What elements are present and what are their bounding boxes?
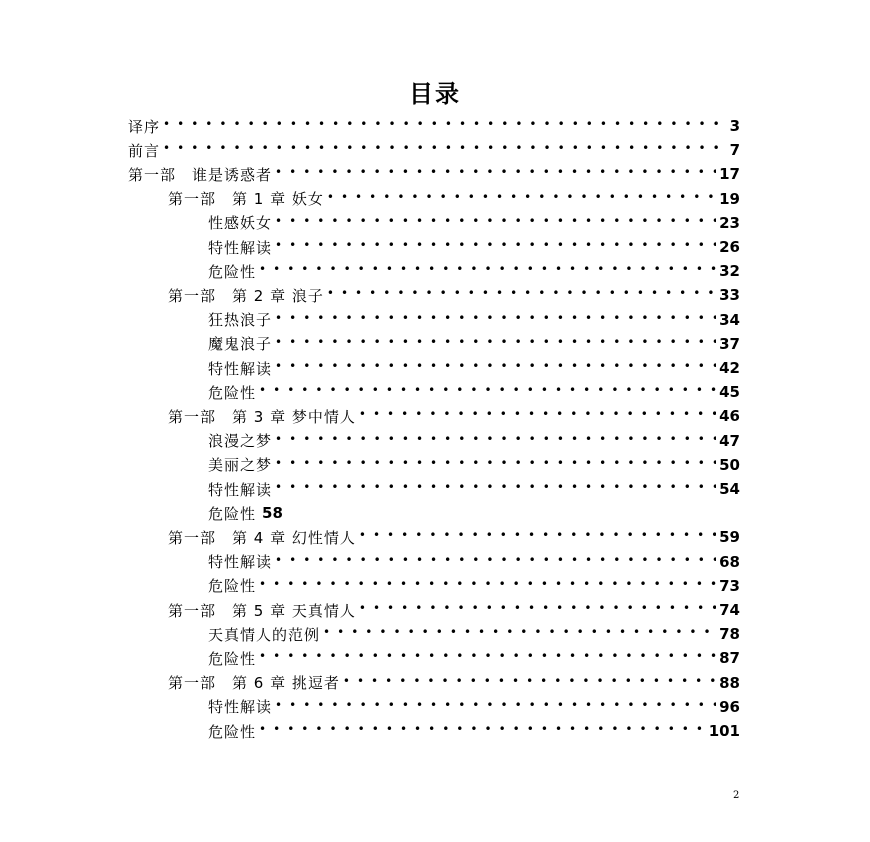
toc-entry[interactable] (208, 236, 740, 258)
toc-entry-page-number: 58 (262, 504, 283, 523)
dot-leader (359, 405, 716, 427)
toc-entry-page-number: 50 (719, 455, 740, 474)
toc-entry-page-number: 101 (708, 722, 740, 740)
toc-entry-page-number: 74 (719, 601, 740, 619)
toc-entry[interactable] (208, 478, 740, 500)
toc-entry[interactable] (208, 551, 740, 573)
toc-entry[interactable] (168, 405, 740, 427)
toc-entry-page-number: 42 (719, 359, 740, 377)
toc-entry-label: 性感妖女 (208, 214, 273, 233)
toc-entry-page-number: 37 (719, 334, 740, 353)
toc-entry[interactable] (208, 696, 740, 718)
dot-leader (359, 599, 716, 621)
toc-entry[interactable] (208, 309, 740, 331)
toc-entry-label: 浪漫之梦 (208, 432, 273, 451)
dot-leader (275, 236, 716, 258)
page-number: 2 (733, 790, 740, 801)
toc-entry-label: 特性解读 (208, 480, 273, 499)
toc-entry[interactable] (168, 672, 740, 694)
toc-entry[interactable] (208, 720, 740, 742)
toc-entry-page-number: 26 (719, 238, 740, 256)
toc-entry[interactable] (168, 599, 740, 621)
toc-entry-page-number: 54 (719, 480, 740, 498)
dot-leader (323, 623, 716, 645)
dot-leader (163, 139, 727, 161)
toc-entry-label: 第一部 第 6 章 挑逗者 (168, 674, 340, 693)
toc-entry-page-number: 59 (719, 528, 740, 547)
dot-leader (259, 260, 716, 282)
toc-entry-page-number: 45 (719, 383, 740, 402)
toc-entry-page-number: 87 (719, 649, 740, 668)
toc-entry-label: 危险性 (208, 649, 257, 668)
dot-leader (359, 526, 716, 548)
toc-entry[interactable] (128, 115, 740, 137)
toc-entry[interactable] (128, 139, 740, 161)
toc-entry[interactable] (208, 212, 740, 234)
toc-entry[interactable] (208, 623, 740, 645)
dot-leader (275, 163, 716, 185)
dot-leader (275, 333, 716, 355)
dot-leader (259, 647, 716, 669)
toc-entry[interactable] (208, 430, 740, 452)
toc-entry-page-number: 17 (719, 165, 740, 184)
toc-entry-label: 美丽之梦 (208, 456, 273, 475)
toc-entry-page-number: 33 (719, 286, 740, 305)
dot-leader (275, 696, 716, 718)
dot-leader (275, 454, 716, 476)
toc-entry[interactable] (208, 647, 740, 669)
toc-entry-page-number: 73 (719, 576, 740, 595)
toc-entry-page-number: 3 (729, 117, 740, 135)
toc-entry-page-number: 47 (719, 431, 740, 450)
toc-entry-label: 狂热浪子 (208, 311, 273, 330)
toc-entry-label: 魔鬼浪子 (208, 335, 273, 354)
toc-entry[interactable] (208, 575, 740, 597)
toc-entry-page-number: 23 (719, 213, 740, 232)
toc-entry-page-number: 19 (719, 189, 740, 208)
dot-leader (275, 309, 716, 331)
toc-entry[interactable] (208, 454, 740, 476)
toc-entry-page-number: 96 (719, 697, 740, 716)
toc-entry-label: 危险性 (208, 722, 257, 741)
toc-entry[interactable] (208, 333, 740, 355)
dot-leader (275, 430, 716, 452)
toc-entry-page-number: 34 (719, 310, 740, 329)
toc-entry[interactable] (208, 260, 740, 282)
toc-entry[interactable] (128, 163, 740, 185)
dot-leader (275, 551, 716, 573)
toc-entry-label: 特性解读 (208, 238, 273, 257)
toc-entry[interactable] (208, 357, 740, 379)
toc-entry-label: 危险性 (208, 262, 257, 281)
toc-entry-label: 第一部 第 3 章 梦中情人 (168, 407, 356, 426)
dot-leader (275, 357, 716, 379)
toc-entry-label: 第一部 第 1 章 妖女 (168, 190, 324, 209)
toc-entry-label: 特性解读 (208, 698, 273, 717)
toc-entry[interactable] (168, 188, 740, 210)
toc-entry-label: 前言 (128, 141, 161, 160)
dot-leader (259, 575, 716, 597)
toc-entry-page-number: 78 (719, 625, 740, 644)
toc-entry-label: 危险性 (208, 504, 257, 523)
toc-entry-label: 天真情人的范例 (208, 625, 321, 644)
toc-title: 目录 (409, 80, 461, 108)
dot-leader (327, 284, 716, 306)
toc-entry-label: 特性解读 (208, 553, 273, 572)
dot-leader (275, 212, 716, 234)
toc-entry-label: 危险性 (208, 383, 257, 402)
toc-entry[interactable] (168, 526, 740, 548)
toc-entry[interactable] (208, 381, 740, 403)
toc-entry[interactable] (208, 502, 283, 524)
toc-entry-label: 译序 (128, 117, 161, 136)
toc-entry-label: 危险性 (208, 577, 257, 596)
dot-leader (259, 720, 706, 742)
toc-entry-label: 第一部 第 2 章 浪子 (168, 286, 324, 305)
dot-leader (343, 672, 716, 694)
dot-leader (327, 188, 716, 210)
toc-entry-page-number: 88 (719, 673, 740, 692)
toc-entry-label: 第一部 第 4 章 幻性情人 (168, 528, 356, 547)
toc-entry-label: 第一部 第 5 章 天真情人 (168, 601, 356, 620)
dot-leader (163, 115, 727, 137)
toc-entry-page-number: 32 (719, 262, 740, 281)
toc-entry[interactable] (168, 284, 740, 306)
toc-entry-label: 特性解读 (208, 359, 273, 378)
dot-leader (259, 381, 716, 403)
toc-entry-page-number: 46 (719, 407, 740, 426)
dot-leader (275, 478, 716, 500)
toc-entry-page-number: 7 (729, 141, 740, 160)
toc-entry-label: 第一部 谁是诱惑者 (128, 165, 273, 184)
toc-entry-page-number: 68 (719, 552, 740, 571)
